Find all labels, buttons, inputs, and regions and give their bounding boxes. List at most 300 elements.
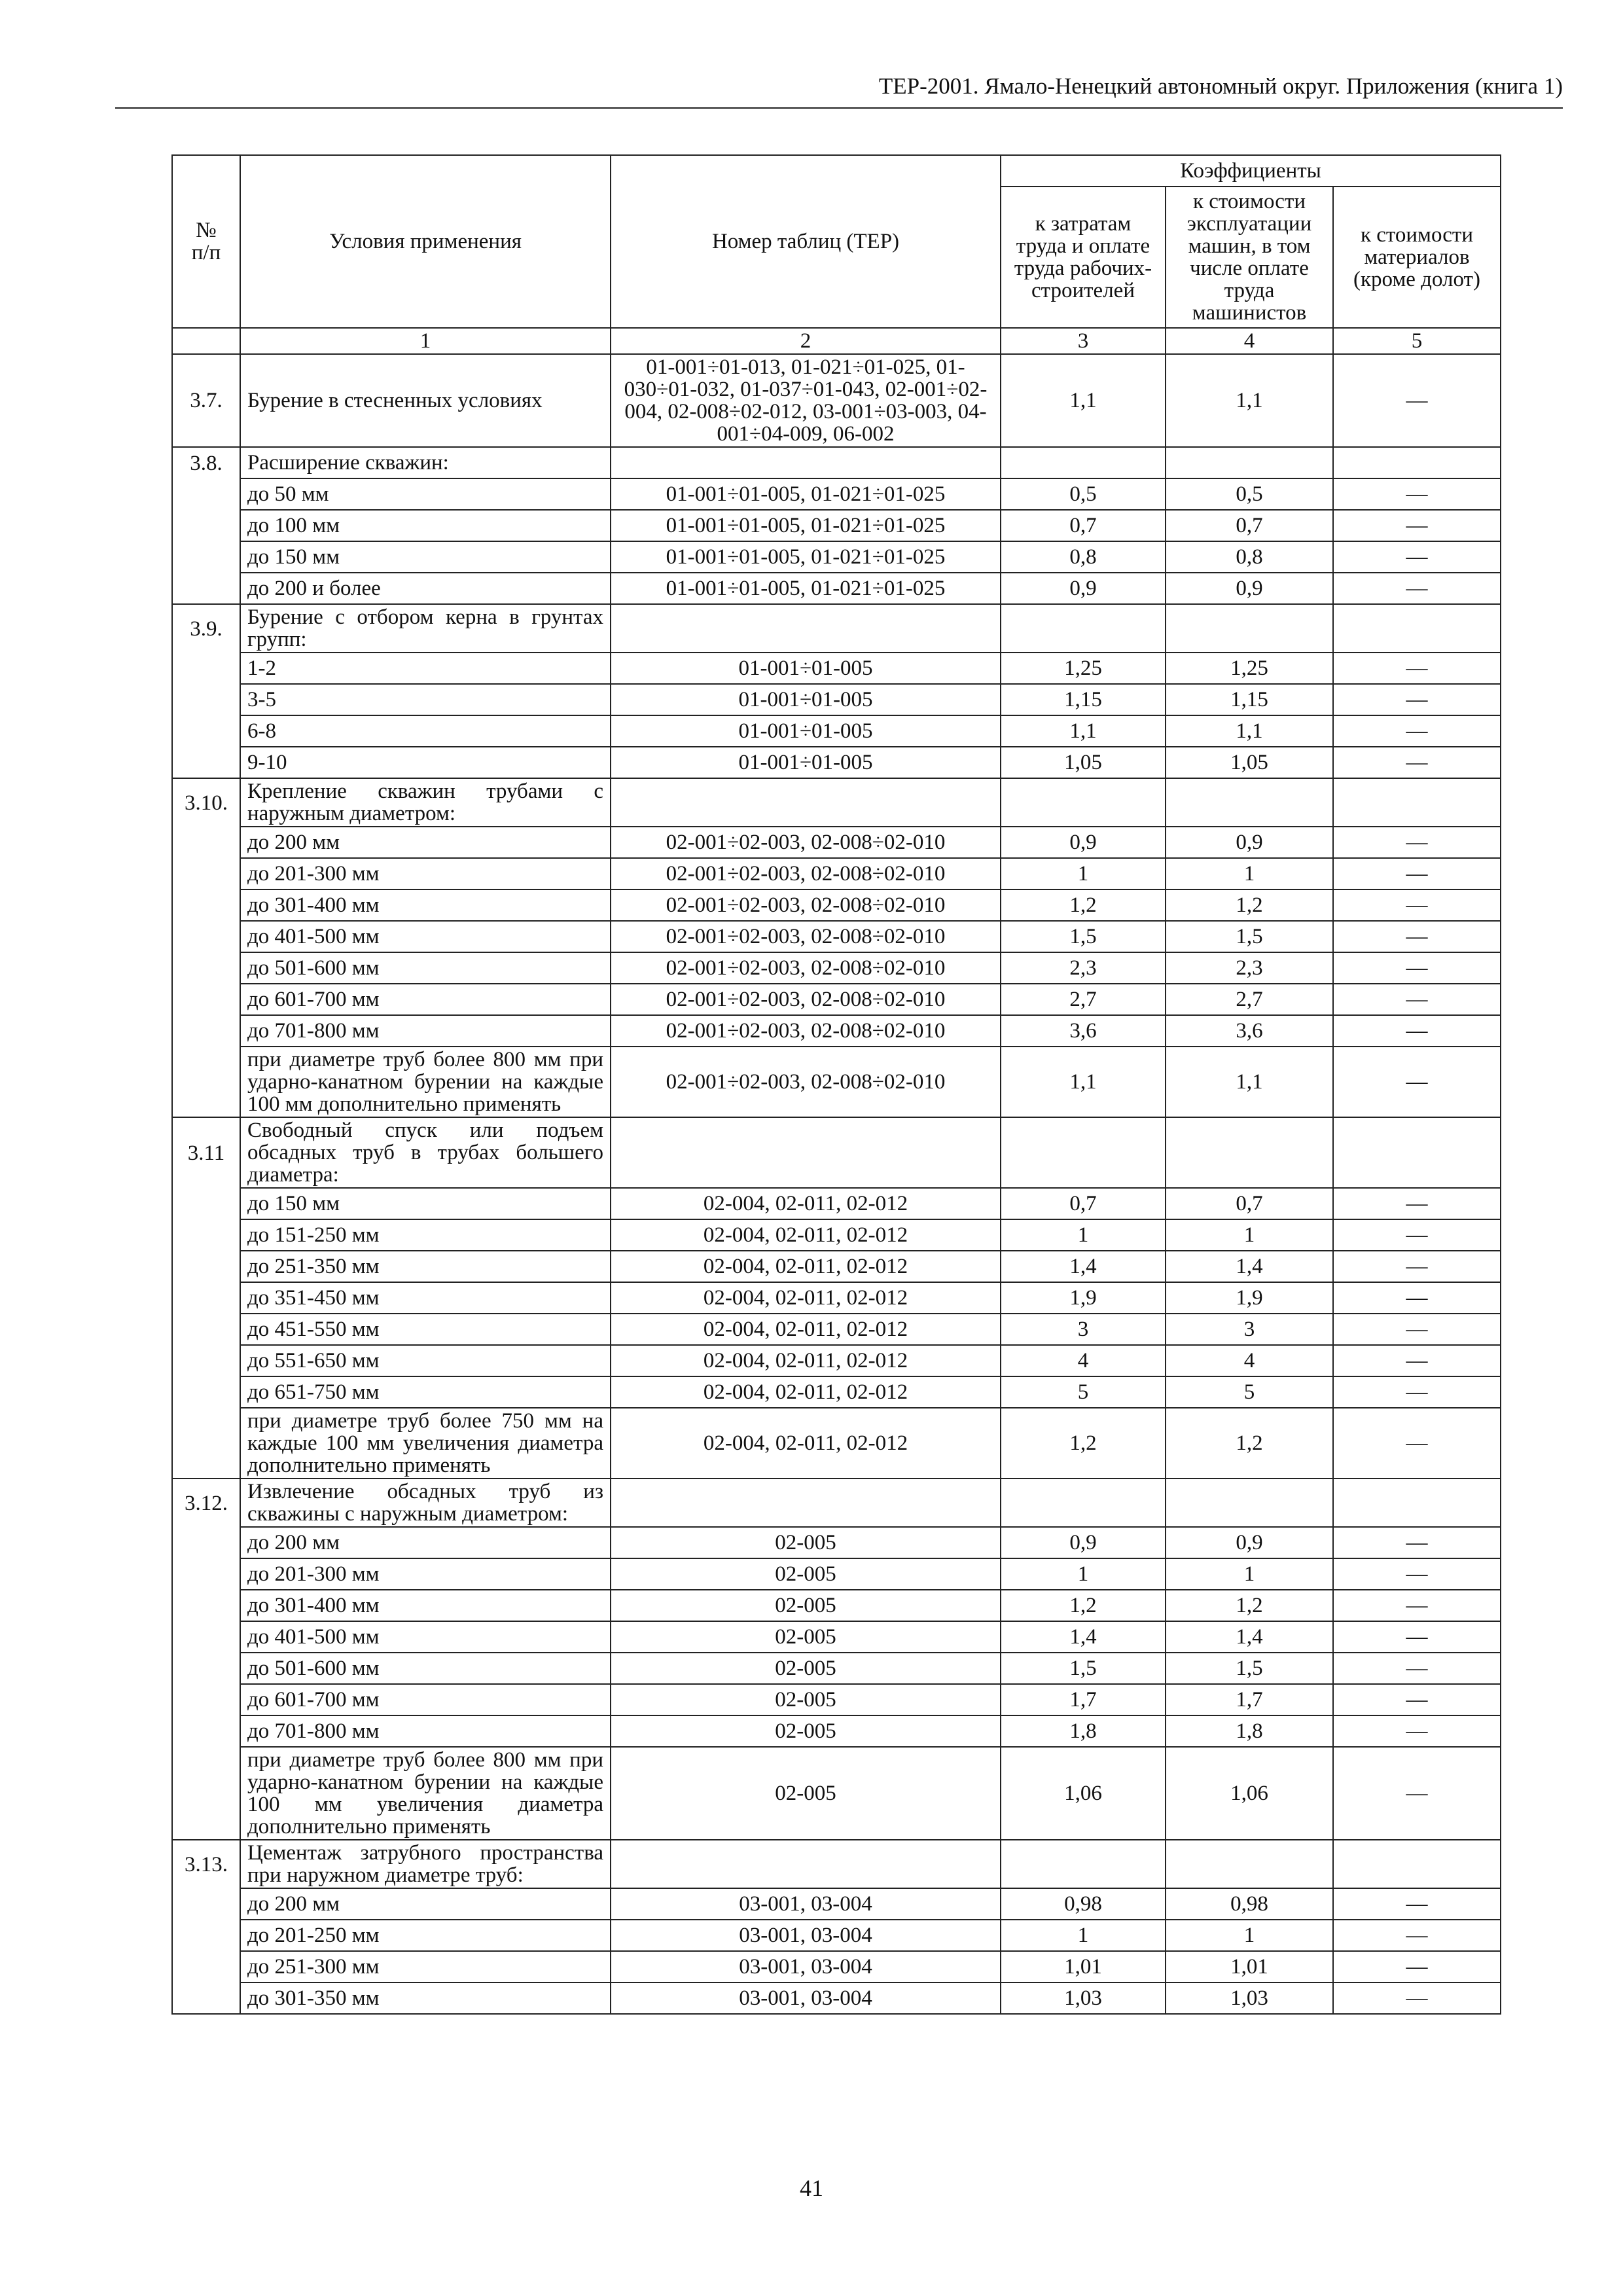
col-number-blank — [172, 328, 240, 354]
row-coef-labor — [1001, 604, 1166, 653]
table-row — [172, 778, 1501, 827]
row-coef-labor: 1,1 — [1001, 354, 1166, 447]
row-coef-materials: — — [1333, 1345, 1501, 1376]
row-condition: до 301-400 мм — [240, 889, 611, 921]
row-condition: до 351-450 мм — [240, 1282, 611, 1314]
row-table-numbers — [611, 1840, 1001, 1888]
row-table-numbers: 01-001÷01-005 — [611, 715, 1001, 747]
row-coef-labor: 0,8 — [1001, 541, 1166, 573]
row-coef-machines: 1,15 — [1166, 684, 1333, 715]
row-condition: до 200 и более — [240, 573, 611, 604]
table-row — [172, 858, 1501, 889]
row-coef-machines: 1,01 — [1166, 1951, 1333, 1982]
row-coef-machines: 0,9 — [1166, 827, 1333, 858]
row-coef-labor: 1,2 — [1001, 1408, 1166, 1479]
header-coef-labor: к затратам труда и оплате труда рабочих-строителей — [1001, 187, 1166, 328]
row-coef-materials — [1333, 1479, 1501, 1527]
row-coef-labor: 1 — [1001, 858, 1166, 889]
row-table-numbers: 01-001÷01-013, 01-021÷01-025, 01-030÷01-032, 01-037÷01-043, 02-001÷02-004, 02-008÷02-012, 03-001÷03-003, 04-001÷04-009, 06-002 — [611, 354, 1001, 447]
row-coef-materials: — — [1333, 573, 1501, 604]
row-coef-materials: — — [1333, 715, 1501, 747]
row-number — [172, 1345, 240, 1376]
row-coef-machines: 1,06 — [1166, 1747, 1333, 1840]
row-coef-materials: — — [1333, 1747, 1501, 1840]
row-coef-machines: 1,7 — [1166, 1684, 1333, 1715]
row-condition: до 151-250 мм — [240, 1219, 611, 1251]
row-coef-labor: 1,03 — [1001, 1982, 1166, 2014]
row-coef-labor: 1,8 — [1001, 1715, 1166, 1747]
row-number — [172, 1251, 240, 1282]
row-condition: до 100 мм — [240, 510, 611, 541]
row-table-numbers: 01-001÷01-005, 01-021÷01-025 — [611, 541, 1001, 573]
row-table-numbers — [611, 604, 1001, 653]
row-coef-machines: 0,7 — [1166, 1188, 1333, 1219]
row-coef-labor: 0,98 — [1001, 1888, 1166, 1920]
row-coef-labor — [1001, 1479, 1166, 1527]
row-coef-machines: 1,2 — [1166, 889, 1333, 921]
page-number: 41 — [800, 2175, 823, 2201]
row-condition: до 150 мм — [240, 1188, 611, 1219]
row-coef-labor: 1,4 — [1001, 1251, 1166, 1282]
row-coef-machines: 0,5 — [1166, 478, 1333, 510]
row-coef-labor: 1 — [1001, 1219, 1166, 1251]
row-coef-labor: 0,9 — [1001, 573, 1166, 604]
row-coef-machines: 2,7 — [1166, 984, 1333, 1015]
row-coef-materials: — — [1333, 478, 1501, 510]
row-condition: Извлечение обсадных труб из скважины с наружным диаметром: — [240, 1479, 611, 1527]
row-coef-machines: 1 — [1166, 858, 1333, 889]
row-coef-labor: 5 — [1001, 1376, 1166, 1408]
row-condition: до 301-350 мм — [240, 1982, 611, 2014]
row-coef-labor — [1001, 1840, 1166, 1888]
row-coef-materials: — — [1333, 354, 1501, 447]
row-coef-labor: 1,5 — [1001, 1653, 1166, 1684]
table-row — [172, 1219, 1501, 1251]
row-number — [172, 921, 240, 952]
row-condition: при диаметре труб более 800 мм при ударно-канатном бурении на каждые 100 мм дополнительно применять — [240, 1047, 611, 1117]
table-row — [172, 1047, 1501, 1117]
row-table-numbers: 01-001÷01-005 — [611, 653, 1001, 684]
row-condition: до 251-350 мм — [240, 1251, 611, 1282]
row-table-numbers: 01-001÷01-005, 01-021÷01-025 — [611, 573, 1001, 604]
table-row — [172, 1888, 1501, 1920]
table-row — [172, 573, 1501, 604]
table-row — [172, 1527, 1501, 1558]
row-condition: до 201-250 мм — [240, 1920, 611, 1951]
row-table-numbers: 02-004, 02-011, 02-012 — [611, 1408, 1001, 1479]
row-table-numbers — [611, 447, 1001, 478]
header-coef-materials: к стоимости материалов (кроме долот) — [1333, 187, 1501, 328]
row-condition: Расширение скважин: — [240, 447, 611, 478]
header-tables: Номер таблиц (ТЕР) — [611, 155, 1001, 328]
table-row — [172, 1920, 1501, 1951]
row-table-numbers: 02-001÷02-003, 02-008÷02-010 — [611, 1015, 1001, 1047]
row-coef-materials: — — [1333, 1653, 1501, 1684]
table-row — [172, 604, 1501, 653]
table-row — [172, 715, 1501, 747]
table-row — [172, 684, 1501, 715]
row-coef-labor: 1,1 — [1001, 1047, 1166, 1117]
table-row — [172, 1408, 1501, 1479]
row-table-numbers: 02-004, 02-011, 02-012 — [611, 1314, 1001, 1345]
table-row — [172, 1982, 1501, 2014]
table-row — [172, 1684, 1501, 1715]
row-condition: 6-8 — [240, 715, 611, 747]
row-coef-materials — [1333, 1117, 1501, 1188]
col-number-4: 4 — [1166, 328, 1333, 354]
row-coef-machines: 3,6 — [1166, 1015, 1333, 1047]
row-number — [172, 1188, 240, 1219]
row-number: 3.7. — [172, 354, 240, 447]
row-coef-labor: 1,5 — [1001, 921, 1166, 952]
row-number: 3.12. — [172, 1479, 240, 1527]
row-coef-labor: 1,4 — [1001, 1621, 1166, 1653]
row-table-numbers: 03-001, 03-004 — [611, 1888, 1001, 1920]
row-coef-materials — [1333, 447, 1501, 478]
row-coef-machines: 1,2 — [1166, 1590, 1333, 1621]
table-body — [172, 354, 1501, 2014]
table-row — [172, 354, 1501, 447]
row-coef-materials: — — [1333, 1251, 1501, 1282]
row-coef-machines — [1166, 604, 1333, 653]
row-number — [172, 1920, 240, 1951]
row-coef-machines — [1166, 778, 1333, 827]
row-table-numbers: 02-005 — [611, 1684, 1001, 1715]
row-coef-machines: 1 — [1166, 1219, 1333, 1251]
row-coef-machines — [1166, 447, 1333, 478]
row-coef-labor: 1,15 — [1001, 684, 1166, 715]
table-row — [172, 1282, 1501, 1314]
row-condition: Бурение в стесненных условиях — [240, 354, 611, 447]
row-coef-machines: 1,4 — [1166, 1251, 1333, 1282]
row-coef-labor: 3 — [1001, 1314, 1166, 1345]
row-coef-materials: — — [1333, 1920, 1501, 1951]
row-number — [172, 684, 240, 715]
row-number — [172, 1747, 240, 1840]
row-table-numbers: 02-004, 02-011, 02-012 — [611, 1376, 1001, 1408]
row-coef-materials: — — [1333, 1047, 1501, 1117]
table-row — [172, 1747, 1501, 1840]
header-conditions: Условия применения — [240, 155, 611, 328]
row-coef-materials: — — [1333, 653, 1501, 684]
row-number — [172, 1888, 240, 1920]
row-number — [172, 1558, 240, 1590]
row-number — [172, 858, 240, 889]
row-condition: до 150 мм — [240, 541, 611, 573]
row-coef-materials: — — [1333, 1684, 1501, 1715]
row-condition: до 200 мм — [240, 1888, 611, 1920]
row-number — [172, 1408, 240, 1479]
row-table-numbers: 02-005 — [611, 1715, 1001, 1747]
row-coef-machines: 1 — [1166, 1558, 1333, 1590]
row-number — [172, 1621, 240, 1653]
table-row — [172, 1251, 1501, 1282]
row-table-numbers: 02-004, 02-011, 02-012 — [611, 1251, 1001, 1282]
row-coef-machines: 0,9 — [1166, 573, 1333, 604]
row-number: 3.9. — [172, 604, 240, 653]
row-number: 3.8. — [172, 447, 240, 478]
row-condition: до 251-300 мм — [240, 1951, 611, 1982]
row-number — [172, 715, 240, 747]
row-coef-machines: 1,2 — [1166, 1408, 1333, 1479]
row-coef-materials: — — [1333, 1621, 1501, 1653]
row-coef-labor: 1,05 — [1001, 747, 1166, 778]
row-condition: Цементаж затрубного пространства при наружном диаметре труб: — [240, 1840, 611, 1888]
row-number — [172, 1527, 240, 1558]
row-number — [172, 1653, 240, 1684]
col-number-2: 2 — [611, 328, 1001, 354]
row-number — [172, 984, 240, 1015]
row-condition: до 201-300 мм — [240, 1558, 611, 1590]
row-number — [172, 653, 240, 684]
running-header: ТЕР-2001. Ямало-Ненецкий автономный округ. Приложения (книга 1) — [115, 71, 1563, 109]
row-table-numbers: 02-001÷02-003, 02-008÷02-010 — [611, 827, 1001, 858]
row-number — [172, 1951, 240, 1982]
row-condition: до 601-700 мм — [240, 984, 611, 1015]
row-coef-materials: — — [1333, 747, 1501, 778]
row-table-numbers: 01-001÷01-005 — [611, 747, 1001, 778]
row-coef-labor: 1,7 — [1001, 1684, 1166, 1715]
row-condition: до 501-600 мм — [240, 1653, 611, 1684]
row-coef-materials: — — [1333, 1527, 1501, 1558]
row-coef-machines: 0,9 — [1166, 1527, 1333, 1558]
row-coef-machines: 2,3 — [1166, 952, 1333, 984]
row-coef-labor: 2,7 — [1001, 984, 1166, 1015]
row-table-numbers: 02-005 — [611, 1747, 1001, 1840]
row-coef-machines: 1,8 — [1166, 1715, 1333, 1747]
row-coef-machines: 1,4 — [1166, 1621, 1333, 1653]
row-number: 3.11 — [172, 1117, 240, 1188]
row-number — [172, 952, 240, 984]
row-condition: до 200 мм — [240, 827, 611, 858]
row-coef-machines — [1166, 1840, 1333, 1888]
row-coef-labor: 1,1 — [1001, 715, 1166, 747]
row-number: 3.10. — [172, 778, 240, 827]
row-coef-materials: — — [1333, 1282, 1501, 1314]
row-coef-materials: — — [1333, 952, 1501, 984]
row-number — [172, 1047, 240, 1117]
table-row — [172, 1558, 1501, 1590]
row-condition: до 701-800 мм — [240, 1015, 611, 1047]
row-coef-labor: 4 — [1001, 1345, 1166, 1376]
row-condition: при диаметре труб более 750 мм на каждые 100 мм увеличения диаметра дополнительно применять — [240, 1408, 611, 1479]
row-table-numbers: 02-001÷02-003, 02-008÷02-010 — [611, 1047, 1001, 1117]
table-row — [172, 1621, 1501, 1653]
row-coef-machines: 1,9 — [1166, 1282, 1333, 1314]
row-condition: при диаметре труб более 800 мм при ударно-канатном бурении на каждые 100 мм увеличения диаметра дополнительно применять — [240, 1747, 611, 1840]
table-row — [172, 1376, 1501, 1408]
row-condition: 9-10 — [240, 747, 611, 778]
table-row — [172, 1951, 1501, 1982]
row-condition: Крепление скважин трубами с наружным диаметром: — [240, 778, 611, 827]
row-coef-materials: — — [1333, 1219, 1501, 1251]
row-number — [172, 827, 240, 858]
row-coef-labor: 0,5 — [1001, 478, 1166, 510]
row-coef-materials: — — [1333, 1715, 1501, 1747]
row-number — [172, 889, 240, 921]
row-number — [172, 1282, 240, 1314]
row-condition: до 401-500 мм — [240, 921, 611, 952]
row-table-numbers: 02-004, 02-011, 02-012 — [611, 1345, 1001, 1376]
row-table-numbers: 01-001÷01-005 — [611, 684, 1001, 715]
table-row — [172, 541, 1501, 573]
header-coefficients: Коэффициенты — [1001, 155, 1501, 187]
row-number — [172, 1684, 240, 1715]
row-coef-machines: 4 — [1166, 1345, 1333, 1376]
row-coef-machines: 0,8 — [1166, 541, 1333, 573]
row-coef-labor: 0,7 — [1001, 510, 1166, 541]
row-coef-machines: 1,05 — [1166, 747, 1333, 778]
row-coef-machines: 0,7 — [1166, 510, 1333, 541]
row-coef-materials: — — [1333, 889, 1501, 921]
table-row — [172, 747, 1501, 778]
table-row — [172, 827, 1501, 858]
col-number-3: 3 — [1001, 328, 1166, 354]
row-table-numbers: 02-001÷02-003, 02-008÷02-010 — [611, 889, 1001, 921]
row-table-numbers: 02-005 — [611, 1590, 1001, 1621]
row-coef-labor: 1,25 — [1001, 653, 1166, 684]
row-coef-machines: 3 — [1166, 1314, 1333, 1345]
row-number: 3.13. — [172, 1840, 240, 1888]
table-row — [172, 653, 1501, 684]
row-coef-materials: — — [1333, 1951, 1501, 1982]
row-coef-materials: — — [1333, 984, 1501, 1015]
row-number — [172, 1219, 240, 1251]
row-number — [172, 747, 240, 778]
row-condition: до 651-750 мм — [240, 1376, 611, 1408]
table-row — [172, 1015, 1501, 1047]
row-coef-materials: — — [1333, 541, 1501, 573]
row-coef-machines: 1,5 — [1166, 1653, 1333, 1684]
row-number — [172, 1015, 240, 1047]
table-row — [172, 1715, 1501, 1747]
row-coef-machines: 1 — [1166, 1920, 1333, 1951]
row-coef-machines: 1,03 — [1166, 1982, 1333, 2014]
row-coef-materials — [1333, 604, 1501, 653]
row-coef-materials: — — [1333, 1408, 1501, 1479]
table-row — [172, 1653, 1501, 1684]
row-table-numbers: 02-004, 02-011, 02-012 — [611, 1282, 1001, 1314]
row-table-numbers: 02-005 — [611, 1527, 1001, 1558]
header-coef-machines: к стоимости эксплуатации машин, в том числе оплате труда машинистов — [1166, 187, 1333, 328]
row-table-numbers: 02-005 — [611, 1558, 1001, 1590]
row-coef-labor: 1,9 — [1001, 1282, 1166, 1314]
row-number — [172, 478, 240, 510]
coefficients-table — [171, 154, 1501, 2015]
row-coef-machines: 5 — [1166, 1376, 1333, 1408]
row-condition: до 301-400 мм — [240, 1590, 611, 1621]
row-table-numbers: 02-001÷02-003, 02-008÷02-010 — [611, 858, 1001, 889]
table-row — [172, 1117, 1501, 1188]
row-coef-materials: — — [1333, 510, 1501, 541]
row-coef-labor: 2,3 — [1001, 952, 1166, 984]
row-condition: 1-2 — [240, 653, 611, 684]
row-coef-materials — [1333, 1840, 1501, 1888]
row-table-numbers: 01-001÷01-005, 01-021÷01-025 — [611, 478, 1001, 510]
table-row — [172, 1314, 1501, 1345]
row-table-numbers: 02-001÷02-003, 02-008÷02-010 — [611, 952, 1001, 984]
row-coef-labor: 1,06 — [1001, 1747, 1166, 1840]
row-condition: до 701-800 мм — [240, 1715, 611, 1747]
header-num: № п/п — [172, 155, 240, 328]
row-condition: до 200 мм — [240, 1527, 611, 1558]
row-number — [172, 1590, 240, 1621]
row-coef-materials: — — [1333, 1888, 1501, 1920]
row-coef-labor: 1,01 — [1001, 1951, 1166, 1982]
row-coef-machines — [1166, 1479, 1333, 1527]
row-coef-labor: 1 — [1001, 1558, 1166, 1590]
row-coef-machines: 1,5 — [1166, 921, 1333, 952]
table-row — [172, 1479, 1501, 1527]
row-coef-labor — [1001, 778, 1166, 827]
col-number-1: 1 — [240, 328, 611, 354]
row-condition: до 501-600 мм — [240, 952, 611, 984]
row-table-numbers: 02-005 — [611, 1621, 1001, 1653]
row-condition: до 401-500 мм — [240, 1621, 611, 1653]
table-row — [172, 447, 1501, 478]
row-coef-machines: 1,1 — [1166, 354, 1333, 447]
row-number — [172, 1982, 240, 2014]
row-coef-labor: 1 — [1001, 1920, 1166, 1951]
table-row — [172, 1345, 1501, 1376]
row-number — [172, 510, 240, 541]
table-row — [172, 984, 1501, 1015]
table-row — [172, 510, 1501, 541]
row-number — [172, 1376, 240, 1408]
row-coef-machines: 0,98 — [1166, 1888, 1333, 1920]
row-coef-machines: 1,1 — [1166, 1047, 1333, 1117]
row-coef-labor: 0,9 — [1001, 1527, 1166, 1558]
row-coef-materials: — — [1333, 684, 1501, 715]
row-coef-materials: — — [1333, 1314, 1501, 1345]
table-row — [172, 952, 1501, 984]
row-coef-labor — [1001, 1117, 1166, 1188]
row-coef-labor: 0,9 — [1001, 827, 1166, 858]
table-row — [172, 478, 1501, 510]
row-table-numbers: 03-001, 03-004 — [611, 1982, 1001, 2014]
table-row — [172, 889, 1501, 921]
row-condition: 3-5 — [240, 684, 611, 715]
row-number — [172, 1314, 240, 1345]
row-coef-materials: — — [1333, 827, 1501, 858]
row-condition: до 601-700 мм — [240, 1684, 611, 1715]
row-number — [172, 541, 240, 573]
row-table-numbers: 02-004, 02-011, 02-012 — [611, 1219, 1001, 1251]
row-number — [172, 573, 240, 604]
row-table-numbers — [611, 1117, 1001, 1188]
row-coef-machines: 1,1 — [1166, 715, 1333, 747]
col-number-5: 5 — [1333, 328, 1501, 354]
row-number — [172, 1715, 240, 1747]
row-condition: до 50 мм — [240, 478, 611, 510]
table-row — [172, 1188, 1501, 1219]
row-coef-machines — [1166, 1117, 1333, 1188]
row-coef-materials: — — [1333, 1015, 1501, 1047]
row-table-numbers: 03-001, 03-004 — [611, 1920, 1001, 1951]
table-row — [172, 921, 1501, 952]
row-condition: Свободный спуск или подъем обсадных труб в трубах большего диаметра: — [240, 1117, 611, 1188]
row-table-numbers: 02-001÷02-003, 02-008÷02-010 — [611, 984, 1001, 1015]
row-coef-materials: — — [1333, 921, 1501, 952]
row-coef-labor: 1,2 — [1001, 889, 1166, 921]
row-coef-materials: — — [1333, 1558, 1501, 1590]
row-table-numbers — [611, 1479, 1001, 1527]
row-coef-materials: — — [1333, 1188, 1501, 1219]
row-table-numbers: 02-004, 02-011, 02-012 — [611, 1188, 1001, 1219]
row-coef-materials — [1333, 778, 1501, 827]
row-coef-machines: 1,25 — [1166, 653, 1333, 684]
row-condition: до 201-300 мм — [240, 858, 611, 889]
